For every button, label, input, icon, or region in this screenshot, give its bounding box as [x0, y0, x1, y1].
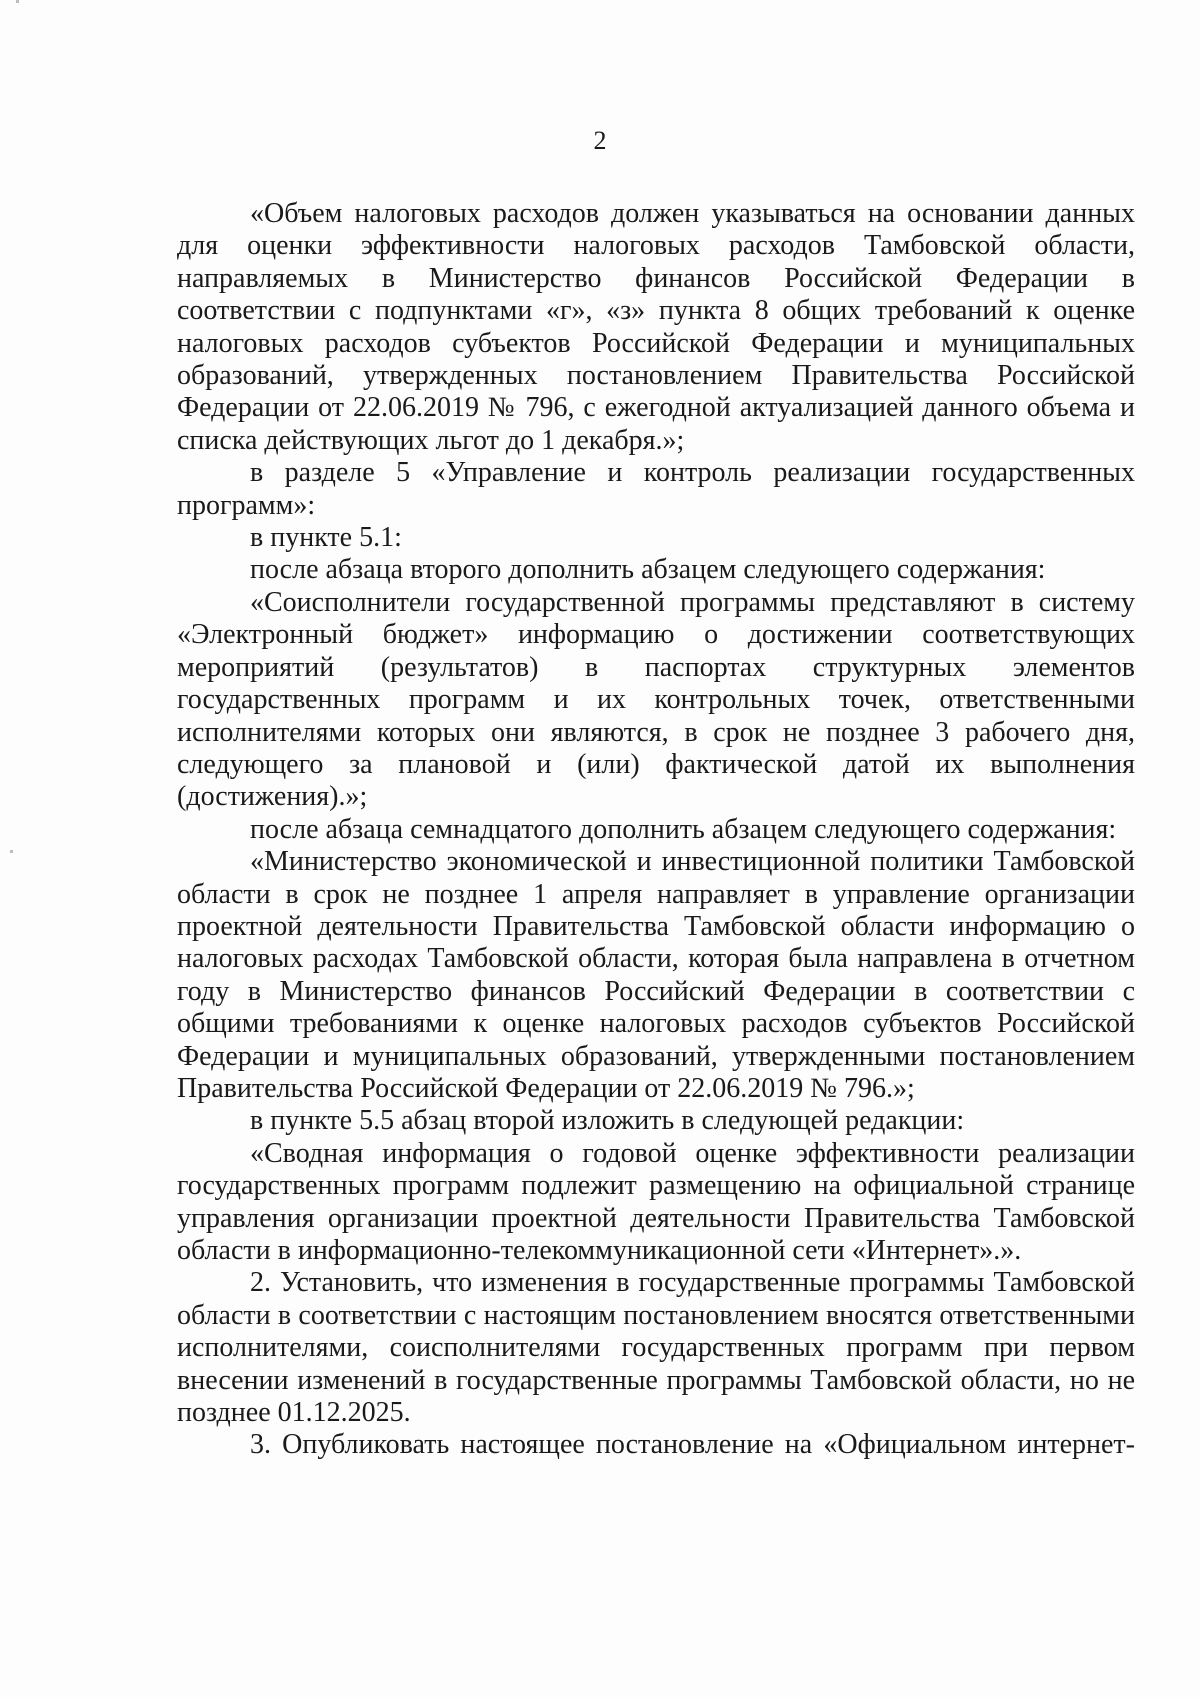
paragraph-co-executors: «Соисполнители государственной программы представляют в систему «Электронный бюджет» информацию о достижении соответствующих мероприятий (результатов) в паспортах структурных элементов государственных программ и их контрольных точек, ответственными исполнителями которых они являются, в срок не позднее 3 рабочего дня, следующего за плановой и (или) фактической датой их выполнения (достижения).»; — [177, 586, 1135, 813]
page-number: 2 — [593, 126, 607, 155]
paragraph-ministry-economic: «Министерство экономической и инвестиционной политики Тамбовской области в срок не позднее 1 апреля направляет в управление организации проектной деятельности Правительства Тамбовской области информацию о налоговых расходах Тамбовской области, которая была направлена в отчетном году в Министерство финансов Российский Федерации в соответствии с общими требованиями к оценке налоговых расходов субъектов Российской Федерации и муниципальных образований, утвержденными постановлением Правительства Российской Федерации от 22.06.2019 № 796.»; — [177, 846, 1135, 1104]
paragraph-item-3: 3. Опубликовать настоящее постановление на «Официальном интернет- — [250, 1429, 1135, 1461]
paragraph-section-5: в разделе 5 «Управление и контроль реализации государственных программ»: — [177, 457, 1135, 521]
paragraph-after-second: после абзаца второго дополнить абзацем следующего содержания: — [250, 554, 1046, 586]
paragraph-clause-5-5: в пункте 5.5 абзац второй изложить в следующей редакции: — [250, 1105, 965, 1137]
paragraph-tax-expenditure-volume: «Объем налоговых расходов должен указываться на основании данных для оценки эффективности налоговых расходов Тамбовской области, направляемых в Министерство финансов Российской Федерации в соответствии с подпунктами «г», «з» пункта 8 общих требований к оценке налоговых расходов субъектов Российской Федерации и муниципальных образований, утвержденных постановлением Правительства Российской Федерации от 22.06.2019 № 796, с ежегодной актуализацией данного объема и списка действующих льгот до 1 декабря.»; — [177, 198, 1135, 456]
scan-artifact-mark — [10, 850, 13, 853]
paragraph-item-2: 2. Установить, что изменения в государственные программы Тамбовской области в соответствии с настоящим постановлением вносятся ответственными исполнителями, соисполнителями государственных программ при первом внесении изменений в государственные программы Тамбовской области, но не позднее 01.12.2025. — [177, 1267, 1135, 1429]
document-body — [177, 198, 1135, 1462]
scan-artifact-mark — [16, 0, 19, 3]
paragraph-summary-info: «Сводная информация о годовой оценке эффективности реализации государственных программ подлежит размещению на официальной странице управления организации проектной деятельности Правительства Тамбовской области в информационно-телекоммуникационной сети «Интернет».». — [177, 1137, 1135, 1266]
paragraph-after-seventeenth: после абзаца семнадцатого дополнить абзацем следующего содержания: — [250, 813, 1117, 845]
paragraph-clause-5-1: в пункте 5.1: — [250, 522, 402, 554]
